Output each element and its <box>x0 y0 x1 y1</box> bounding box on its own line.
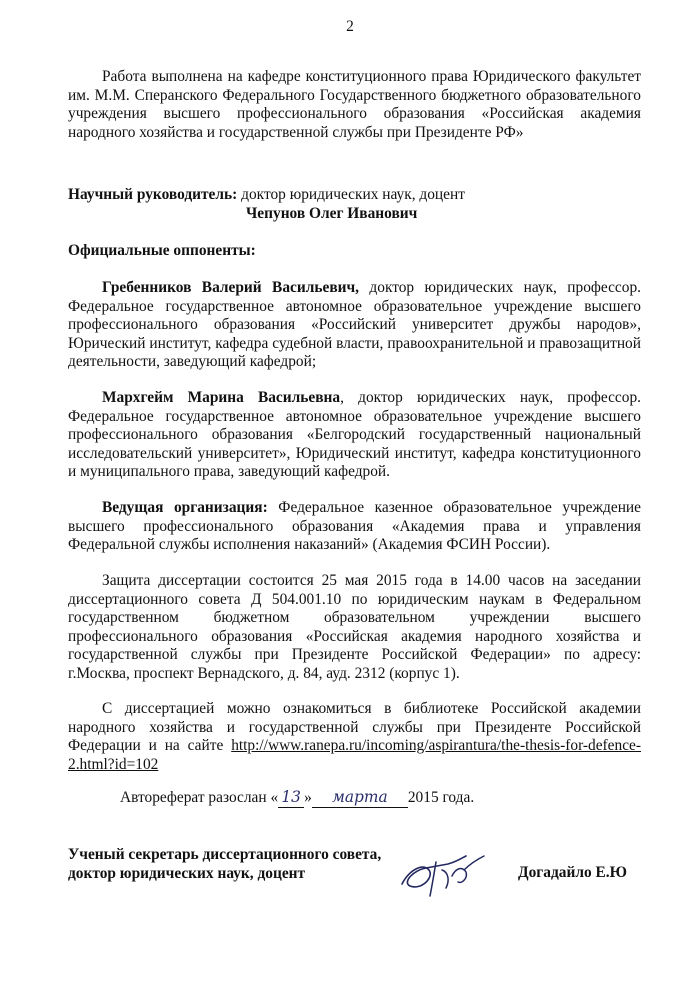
opponents-heading-text: Официальные оппоненты: <box>68 242 256 259</box>
mailing-line <box>120 788 474 808</box>
lead-organization <box>68 499 641 555</box>
thesis-link[interactable]: http://www.ranepa.ru/incoming/aspirantura/the-thesis-for-defence-2.html?id=102 <box>68 737 641 773</box>
mailing-month: марта <box>312 788 408 808</box>
mailing-mid: » <box>304 789 312 806</box>
intro-paragraph: Работа выполнена на кафедре конституционного права Юридического факультет им. М.М. Сперанского Федерального Государственного бюджетного образовательного учреждения высшего профессионального образования «Российская академия народного хозяйства и государственной службы при Президенте РФ» <box>68 68 641 141</box>
mailing-prefix: Автореферат разослан « <box>120 789 279 806</box>
library-paragraph <box>68 700 641 774</box>
opponent-2 <box>68 389 641 482</box>
secretary-name <box>518 864 627 883</box>
supervisor-name <box>246 205 417 224</box>
signature-image <box>396 848 488 900</box>
supervisor-title: доктор юридических наук, доцент <box>237 186 465 203</box>
opponent-2-text: , доктор юридических наук, профессор. Федеральное государственное автономное образовательное учреждение высшего профессионального образования «Белгородский государственный национальный исследовательский университет», Юридический институт, кафедра конституционного и муниципального права, заведующий кафедрой. <box>68 389 641 481</box>
page-number: 2 <box>346 18 354 35</box>
mailing-day: 13 <box>278 788 304 808</box>
lead-org-text: Федеральное казенное образовательное учреждение высшего профессионального образования «Академия права и управления Федеральной службы исполнения наказаний» (Академия ФСИН России). <box>68 499 641 554</box>
lead-org-label: Ведущая организация: <box>102 499 268 516</box>
opponents-heading <box>68 242 641 261</box>
opponent-1-name: Гребенников Валерий Васильевич, <box>102 279 360 296</box>
secretary-line-2: доктор юридических наук, доцент <box>68 864 306 882</box>
defense-paragraph: Защита диссертации состоится 25 мая 2015 года в 14.00 часов на заседании диссертационного совета Д 504.001.10 по юридическим наукам в Федеральном государственном бюджетном образовательном учреждении высшего профессионального образования «Российская академия народного хозяйства и государственной службы при Президенте Российской Федерации» по адресу: г.Москва, проспект Вернадского, д. 84, ауд. 2312 (корпус 1). <box>68 572 641 682</box>
secretary-block <box>68 846 381 883</box>
library-text: С диссертацией можно ознакомиться в библиотеке Российской академии народного хозяйства и государственной службы при Президенте Российской Федерации и на сайте <box>68 700 641 755</box>
opponent-2-name: Мархгейм Марина Васильевна <box>102 389 341 406</box>
supervisor-name-text: Чепунов Олег Иванович <box>246 205 418 222</box>
supervisor-label: Научный руководитель: <box>68 186 238 203</box>
supervisor-line <box>68 186 641 205</box>
secretary-name-text: Догадайло Е.Ю <box>518 864 627 881</box>
opponent-1-text: доктор юридических наук, профессор. Федеральное государственное автономное образовательное учреждение высшего профессионального образования «Российский университет дружбы народов», Юрический институт, кафедра судебной власти, правоохранительной и правозащитной деятельности, заведующий кафедрой; <box>68 279 641 371</box>
opponent-1 <box>68 279 641 372</box>
mailing-suffix: 2015 года. <box>407 789 475 806</box>
secretary-line-1: Ученый секретарь диссертационного совета, <box>68 846 382 863</box>
